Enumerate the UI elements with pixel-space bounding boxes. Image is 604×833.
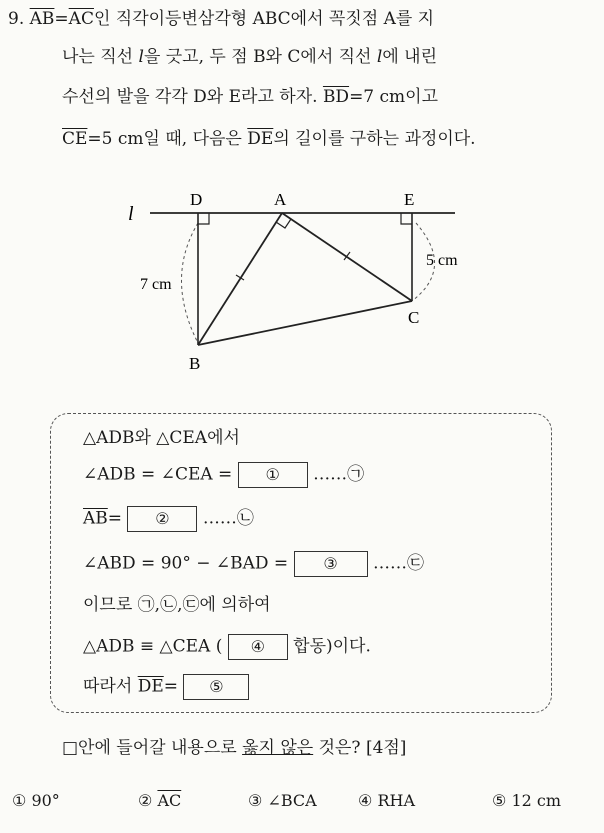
label-d: D — [190, 190, 203, 209]
label-c: C — [408, 308, 420, 327]
question-text: =5 cm일 때, 다음은 — [87, 129, 248, 149]
proof-box — [50, 413, 552, 713]
proof-line-4 — [83, 551, 424, 577]
proof-line-6 — [83, 634, 371, 660]
proof-text: 합동)이다. — [293, 636, 371, 657]
proof-line-1: △ADB와 △CEA에서 — [83, 428, 240, 448]
question-line-1 — [8, 8, 434, 30]
blank-4: ④ — [228, 634, 288, 660]
label-a: A — [274, 190, 287, 209]
segment-bc-graphic — [198, 301, 412, 345]
proof-text: ∠ABD = 90° − ∠BAD = — [83, 553, 289, 574]
question-line-2 — [62, 46, 437, 68]
line-l: l — [376, 47, 383, 67]
question-text: 의 길이를 구하는 과정이다. — [273, 129, 476, 149]
line-l: l — [138, 47, 144, 67]
segment-de: $\overline{DE}$ — [137, 676, 164, 697]
tag-2: ……㉡ — [202, 508, 254, 529]
option-value: 12 cm — [511, 791, 562, 810]
segment-ac-graphic — [282, 213, 412, 301]
option-number: ① — [12, 791, 27, 810]
option-number: ⑤ — [492, 791, 507, 810]
prompt-underlined: 옳지 않은 — [242, 738, 314, 758]
question-prompt — [62, 733, 406, 758]
prompt-text: □안에 들어갈 내용으로 — [62, 738, 243, 758]
right-angle-e — [401, 213, 412, 224]
proof-text: △ADB ≡ △CEA ( — [83, 636, 223, 657]
segment-ab: $\overline{AB}$ — [83, 508, 108, 529]
proof-line-7 — [83, 674, 249, 700]
proof-text: 따라서 — [83, 676, 133, 697]
question-text: 을 긋고, 두 점 B와 C에서 직선 — [143, 47, 377, 67]
geometry-figure — [110, 183, 490, 383]
right-angle-d — [198, 213, 209, 224]
question-text: 에 내린 — [382, 47, 437, 67]
question-line-3 — [62, 86, 438, 108]
tag-3: ……㉢ — [372, 553, 424, 574]
question-text: =7 cm이고 — [349, 87, 439, 107]
question-text: 인 직각이등변삼각형 ABC에서 꼭짓점 A를 지 — [93, 9, 435, 29]
label-b: B — [189, 354, 201, 373]
label-l: l — [128, 203, 134, 225]
label-7cm: 7 cm — [140, 276, 172, 293]
blank-5: ⑤ — [183, 674, 249, 700]
option-1[interactable] — [12, 791, 60, 810]
equals: = — [163, 676, 178, 697]
blank-3: ③ — [294, 551, 368, 577]
proof-text: ∠ADB = ∠CEA = — [83, 464, 233, 485]
segment-ab: $\overline{AB}$ — [29, 9, 55, 29]
option-5[interactable] — [492, 791, 561, 810]
question-line-4 — [62, 128, 476, 150]
blank-2: ② — [127, 506, 197, 532]
proof-line-3 — [83, 506, 254, 532]
segment-de: $\overline{DE}$ — [247, 129, 274, 149]
segment-ab-graphic — [198, 213, 282, 345]
option-number: ② — [138, 791, 153, 810]
label-5cm: 5 cm — [426, 252, 458, 269]
proof-line-5: 이므로 ㉠,㉡,㉢에 의하여 — [83, 595, 271, 615]
label-e: E — [404, 190, 415, 209]
proof-line-2 — [83, 462, 364, 488]
blank-1: ① — [238, 462, 308, 488]
equals: = — [54, 9, 69, 29]
question-text: 수선의 발을 각각 D와 E라고 하자. — [62, 87, 323, 107]
option-number: ④ — [358, 791, 373, 810]
brace-bd — [182, 223, 199, 343]
option-value: RHA — [377, 791, 415, 810]
option-value: $\overline{AC}$ — [157, 791, 182, 810]
segment-ce: $\overline{CE}$ — [62, 129, 88, 149]
option-number: ③ — [248, 791, 263, 810]
equals: = — [107, 508, 123, 529]
option-4[interactable] — [358, 791, 415, 810]
option-3[interactable] — [248, 791, 317, 810]
question-number: 9. — [8, 9, 25, 29]
prompt-text: 것은? [4점] — [313, 738, 407, 758]
segment-bd: $\overline{BD}$ — [322, 87, 350, 107]
question-text: 나는 직선 — [62, 47, 139, 67]
option-value: ∠BCA — [267, 791, 317, 810]
tag-1: ……㉠ — [313, 464, 365, 485]
option-2[interactable] — [138, 791, 181, 810]
segment-ac: $\overline{AC}$ — [68, 9, 94, 29]
option-value: 90° — [31, 791, 60, 810]
